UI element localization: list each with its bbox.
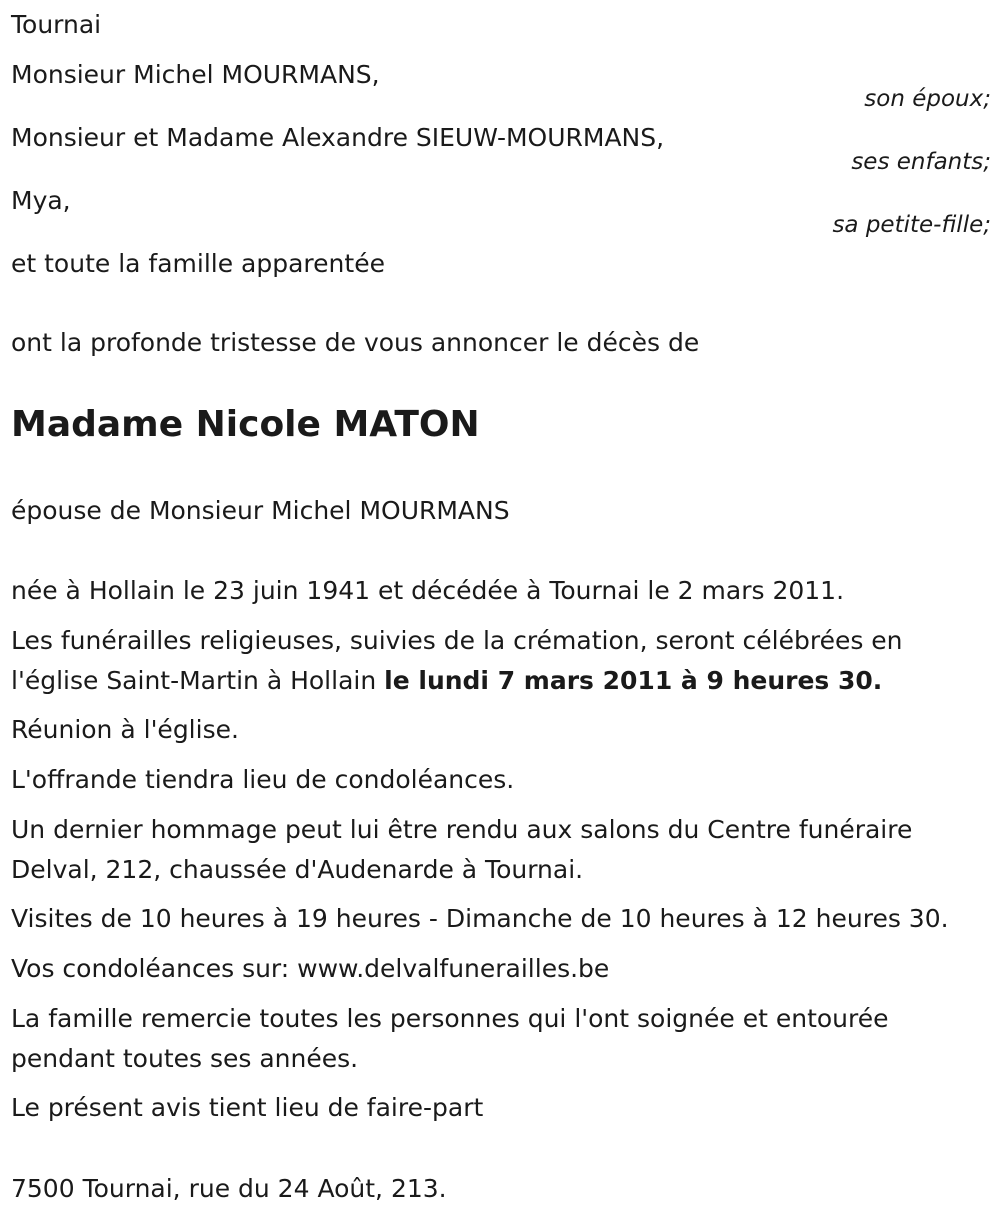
deceased-dates: née à Hollain le 23 juin 1941 et décédée à Tournai le 2 mars 2011. — [11, 576, 845, 605]
meeting-note: Réunion à l'église. — [11, 715, 239, 744]
condolences-note: Vos condoléances sur: www.delvalfunerailles.be — [11, 954, 610, 983]
family-member-granddaughter: Mya, — [11, 186, 71, 215]
family-member-children: Monsieur et Madame Alexandre SIEUW-MOURMANS, — [11, 123, 665, 152]
family-role-spouse: son époux; — [864, 86, 991, 112]
family-member-spouse: Monsieur Michel MOURMANS, — [11, 60, 380, 89]
family-role-children: ses enfants; — [851, 149, 991, 175]
funeral-paragraph — [11, 621, 986, 701]
tribute-note: Un dernier hommage peut lui être rendu aux salons du Centre funéraire Delval, 212, chaussée d'Audenarde à Tournai. — [11, 815, 913, 884]
deceased-spouse: épouse de Monsieur Michel MOURMANS — [11, 496, 510, 525]
family-role-granddaughter: sa petite-fille; — [832, 212, 991, 238]
funeral-text: Les funérailles religieuses, suivies de la crémation, seront célébrées en l'église Saint-Martin à Hollain — [11, 626, 903, 695]
thanks-note: La famille remercie toutes les personnes qui l'ont soignée et entourée pendant toutes ses années. — [11, 1004, 889, 1073]
city-heading: Tournai — [11, 10, 102, 39]
visits-note: Visites de 10 heures à 19 heures - Dimanche de 10 heures à 12 heures 30. — [11, 904, 949, 933]
address-text: 7500 Tournai, rue du 24 Août, 213. — [11, 1174, 447, 1203]
announcement-text: ont la profonde tristesse de vous annoncer le décès de — [11, 328, 700, 357]
notice-text: Le présent avis tient lieu de faire-part — [11, 1093, 484, 1122]
deceased-name: Madame Nicole MATON — [11, 404, 480, 445]
family-rest: et toute la famille apparentée — [11, 249, 385, 278]
offering-note: L'offrande tiendra lieu de condoléances. — [11, 765, 515, 794]
funeral-date: le lundi 7 mars 2011 à 9 heures 30. — [384, 666, 883, 695]
